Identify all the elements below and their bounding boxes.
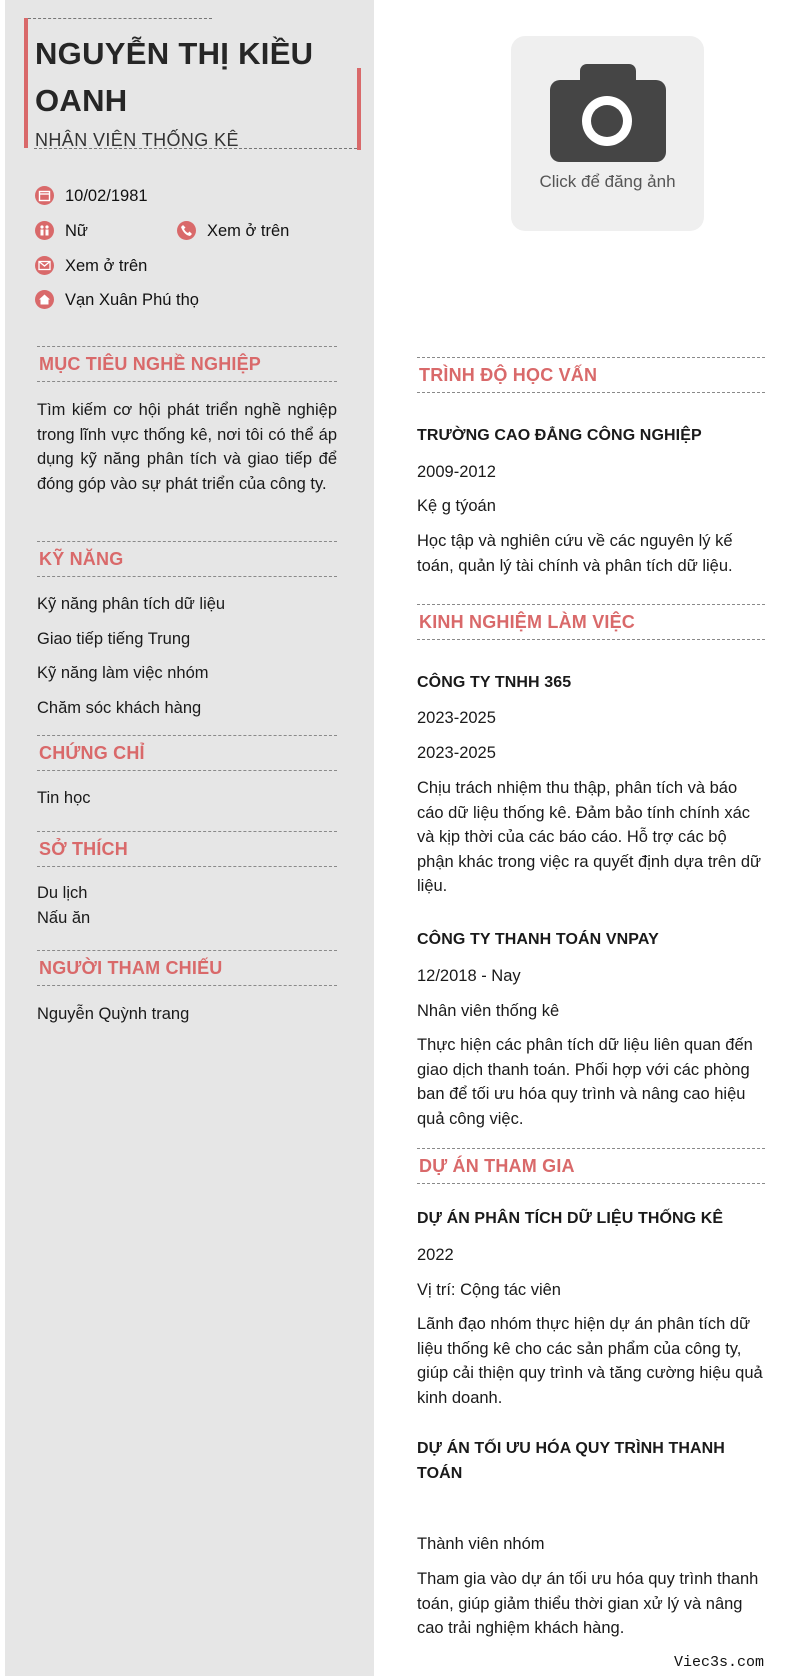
gender-value: Nữ xyxy=(65,222,88,240)
project-description: Tham gia vào dự án tối ưu hóa quy trình thanh toán, giúp giảm thiểu thời gian xử lý và nâng cao trải nghiệm khách hàng. xyxy=(417,1570,759,1637)
project-description: Lãnh đạo nhóm thực hiện dự án phân tích dữ liệu thống kê cho các sản phẩm của công ty, giúp cải thiện quy trình và tăng cường hiệu quả kinh doanh. xyxy=(417,1315,763,1407)
objective-text: Tìm kiếm cơ hội phát triển nghề nghiệp trong lĩnh vực thống kê, nơi tôi có thể áp dụng kỹ năng phân tích và giao tiếp để đóng góp vào sự phát triển của công ty. xyxy=(37,401,337,493)
projects-heading: DỰ ÁN THAM GIA xyxy=(417,1148,765,1184)
job-company: CÔNG TY THANH TOÁN VNPAY xyxy=(417,931,659,948)
education-heading: TRÌNH ĐỘ HỌC VẤN xyxy=(417,357,765,393)
hobby-item: Nấu ăn xyxy=(37,909,91,927)
job-period: 12/2018 - Nay xyxy=(417,967,521,985)
photo-upload-label: Click để đăng ảnh xyxy=(539,172,676,191)
job-position: 2023-2025 xyxy=(417,744,496,762)
project-name: DỰ ÁN PHÂN TÍCH DỮ LIỆU THỐNG KÊ xyxy=(417,1210,724,1227)
phone-icon xyxy=(177,221,196,240)
education-period: 2009-2012 xyxy=(417,463,496,481)
calendar-icon xyxy=(35,186,54,205)
hobby-item: Du lịch xyxy=(37,884,88,902)
project-period: 2022 xyxy=(417,1246,454,1264)
experience-heading: KINH NGHIỆM LÀM VIỆC xyxy=(417,604,765,640)
camera-icon-lens-center xyxy=(591,105,623,137)
skills-heading: KỸ NĂNG xyxy=(37,541,337,577)
education-description: Học tập và nghiên cứu về các nguyên lý kế toán, quản lý tài chính và phân tích dữ liệu. xyxy=(417,532,733,575)
gender-icon xyxy=(35,221,54,240)
skill-item: Kỹ năng làm việc nhóm xyxy=(37,664,209,682)
skill-item: Giao tiếp tiếng Trung xyxy=(37,630,191,648)
project-role: Thành viên nhóm xyxy=(417,1535,545,1553)
photo-upload[interactable] xyxy=(511,36,704,231)
envelope-icon xyxy=(35,256,54,275)
education-major: Kệ g týoán xyxy=(417,497,496,515)
email-value: Xem ở trên xyxy=(65,257,148,275)
references-heading: NGƯỜI THAM CHIẾU xyxy=(37,950,337,986)
phone-value: Xem ở trên xyxy=(207,222,290,240)
name-accent-bar-right xyxy=(357,68,361,150)
education-school: TRƯỜNG CAO ĐẲNG CÔNG NGHIỆP xyxy=(417,427,702,444)
certificates-heading: CHỨNG CHỈ xyxy=(37,735,337,771)
birthdate-value: 10/02/1981 xyxy=(65,187,148,205)
home-icon xyxy=(35,290,54,309)
watermark: Viec3s.com xyxy=(673,1654,764,1671)
skill-item: Kỹ năng phân tích dữ liệu xyxy=(37,595,226,613)
candidate-name: NGUYỄN THỊ KIỀU OANH xyxy=(35,36,314,118)
objective-heading: MỤC TIÊU NGHỀ NGHIỆP xyxy=(37,346,337,382)
job-description: Thực hiện các phân tích dữ liệu liên quan đến giao dịch thanh toán. Phối hợp với các phòng ban để tối ưu hóa quy trình và nâng cao hiệu quả công việc. xyxy=(417,1036,753,1128)
project-name: DỰ ÁN TỐI ƯU HÓA QUY TRÌNH THANH TOÁN xyxy=(417,1440,725,1482)
job-period: 2023-2025 xyxy=(417,709,496,727)
job-title: NHÂN VIÊN THỐNG KÊ xyxy=(35,130,239,150)
skill-item: Chăm sóc khách hàng xyxy=(37,699,202,717)
job-position: Nhân viên thống kê xyxy=(417,1002,560,1020)
job-description: Chịu trách nhiệm thu thập, phân tích và báo cáo dữ liệu thống kê. Đảm bảo tính chính xác và kịp thời của các báo cáo. Hỗ trợ các bộ phận khác trong việc ra quyết định dựa trên dữ liệu. xyxy=(417,779,762,895)
address-value: Vạn Xuân Phú thọ xyxy=(65,291,199,309)
reference-item: Nguyễn Quỳnh trang xyxy=(37,1005,190,1023)
job-company: CÔNG TY TNHH 365 xyxy=(417,674,572,691)
hobbies-heading: SỞ THÍCH xyxy=(37,831,337,867)
project-role: Vị trí: Cộng tác viên xyxy=(417,1281,561,1299)
certificate-item: Tin học xyxy=(37,789,91,807)
